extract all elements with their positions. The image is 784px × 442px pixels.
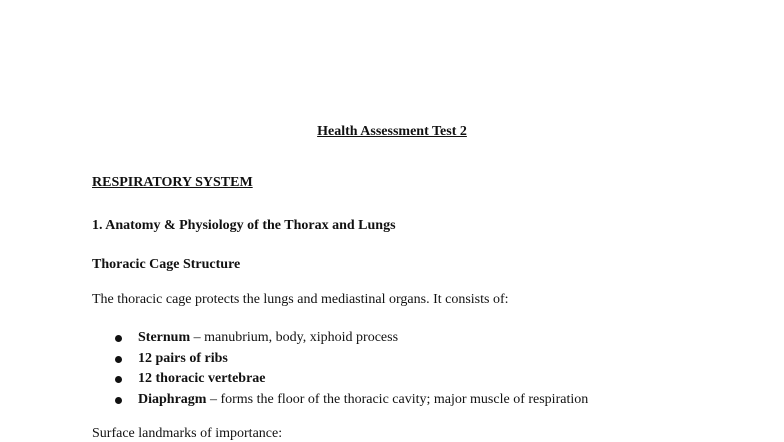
bullet-icon — [115, 356, 122, 363]
bullet-icon — [115, 397, 122, 404]
document-title: Health Assessment Test 2 — [317, 124, 467, 139]
subsection-title: 1. Anatomy & Physiology of the Thorax and Lungs — [92, 218, 396, 233]
list-item — [92, 390, 588, 411]
list-item — [92, 328, 588, 349]
bullet-term: 12 thoracic vertebrae — [138, 371, 266, 386]
list-item — [92, 349, 588, 370]
bullet-icon — [115, 335, 122, 342]
section-title: RESPIRATORY SYSTEM — [92, 175, 253, 190]
bullet-description: – forms the floor of the thoracic cavity; major muscle of respiration — [206, 391, 589, 407]
bullet-term: 12 pairs of ribs — [138, 350, 228, 366]
list-item — [92, 369, 588, 390]
bullet-list — [92, 328, 588, 410]
bullet-term: Sternum — [138, 330, 191, 345]
body-paragraph: The thoracic cage protects the lungs and mediastinal organs. It consists of: — [92, 292, 509, 307]
bullet-icon — [115, 376, 122, 383]
bullet-term: Diaphragm — [138, 391, 207, 407]
subheading: Thoracic Cage Structure — [92, 257, 241, 272]
bullet-description: – manubrium, body, xiphoid process — [190, 330, 399, 345]
trailing-paragraph: Surface landmarks of importance: — [92, 426, 283, 441]
